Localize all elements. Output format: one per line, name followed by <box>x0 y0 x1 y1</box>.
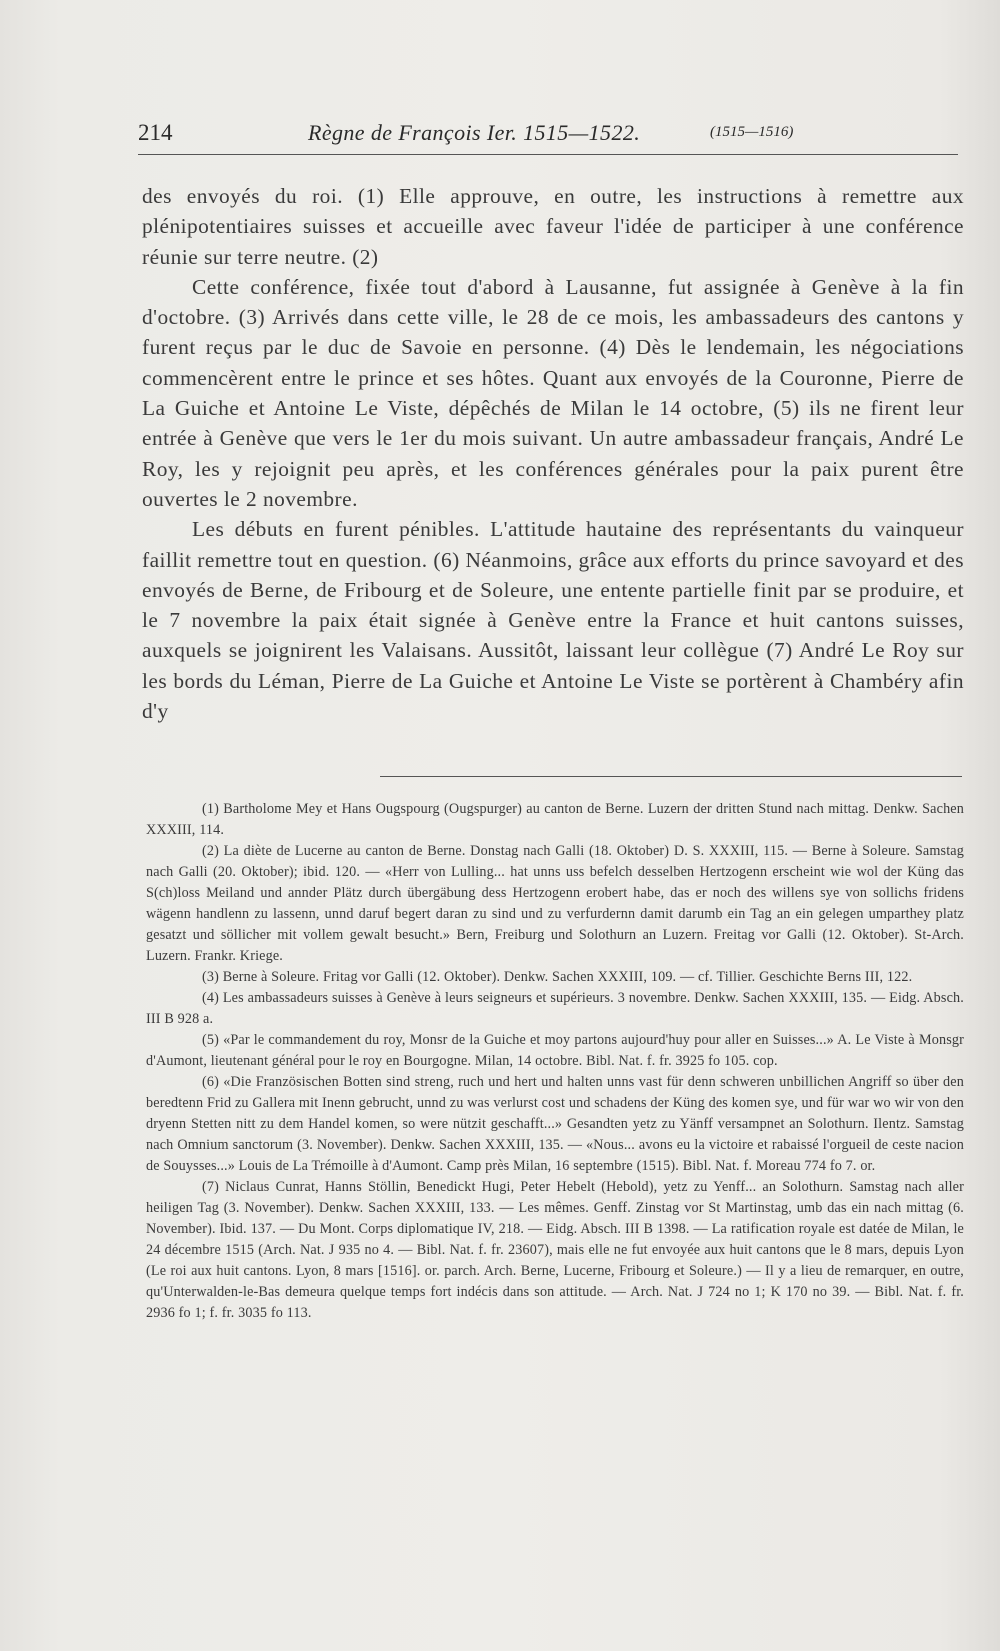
running-years: (1515—1516) <box>710 124 794 140</box>
footnote-5: (5) «Par le commandement du roy, Monsr de la Guiche et moy partons aujourd'huy pour aller en Suisses...» A. Le Viste à Monsgr d'Aumont, lieutenant général pour le roy en Bourgogne. Milan, 14 octobre. Bibl. Nat. f. fr. 3925 fo 105. cop. <box>146 1032 964 1069</box>
footnote-1: (1) Bartholome Mey et Hans Ougspourg (Ougspurger) au canton de Berne. Luzern der dritten Stund nach mittag. Denkw. Sachen XXXIII, 114. <box>146 801 964 838</box>
running-header <box>138 117 958 151</box>
footnote-2: (2) La diète de Lucerne au canton de Berne. Donstag nach Galli (18. Oktober) D. S. XXXIII, 115. — Berne à Soleure. Samstag nach Galli (20. Oktober); ibid. 120. — «Herr von Lulling... hat unns uss befelch desselben Hertzogenn erscheint wie wol der Küng das S(ch)loss Meiland und annder Plätz durch übergäbung dess Hertzogenn erobert habe, das er noch des willens sye von sollichs fridens wägenn handlenn zu lassenn, unnd daruf begert daran zu sind und zu verfurdernn damit darumb ein Tag an ein gelegen umparthey platz gesatzt und söllicher mit vollem gewalt besucht.» Bern, Freiburg und Solothurn an Luzern. Freitag vor Galli (12. Oktober). St-Arch. Luzern. Frankr. Kriege. <box>146 843 964 964</box>
page-number: 214 <box>138 120 173 145</box>
footnote-7: (7) Niclaus Cunrat, Hanns Stöllin, Benedickt Hugi, Peter Hebelt (Hebold), yetz zu Yenff... an Solothurn. Samstag nach aller heiligen Tag (3. November). Denkw. Sachen XXXIII, 133. — Les mêmes. Genff. Zinstag vor St Martinstag, umb das ein nach mittag (6. November). Ibid. 137. — Du Mont. Corps diplomatique IV, 218. — Eidg. Absch. III B 1398. — La ratification royale est datée de Milan, le 24 décembre 1515 (Arch. Nat. J 935 no 4. — Bibl. Nat. f. fr. 23607), mais elle ne fut envoyée aux huit cantons que le 8 mars, depuis Lyon (Le roi aux huit cantons. Lyon, 8 mars [1516]. or. parch. Arch. Berne, Lucerne, Fribourg et Soleure.) — Il y a lieu de remarquer, en outre, qu'Unterwalden-le-Bas demeura quelque temps fort indécis dans son attitude. — Arch. Nat. J 724 no 1; K 170 no 39. — Bibl. Nat. f. fr. 2936 fo 1; f. fr. 3035 fo 113. <box>146 1179 964 1321</box>
footnote-3: (3) Berne à Soleure. Fritag vor Galli (12. Oktober). Denkw. Sachen XXXIII, 109. — cf. Tillier. Geschichte Berns III, 122. <box>202 969 913 985</box>
paragraph: des envoyés du roi. (1) Elle approuve, en outre, les instructions à remettre aux plénipotentiaires suisses et accueille avec faveur l'idée de participer à une conférence réunie sur terre neutre. (2) <box>142 184 964 269</box>
header-rule <box>138 154 958 155</box>
paragraph: Cette conférence, fixée tout d'abord à Lausanne, fut assignée à Genève à la fin d'octobre. (3) Arrivés dans cette ville, le 28 de ce mois, les ambassadeurs des cantons y furent reçus par le duc de Savoie en personne. (4) Dès le lendemain, les négociations commencèrent entre le prince et ses hôtes. Quant aux envoyés de la Couronne, Pierre de La Guiche et Antoine Le Viste, dépêchés de Milan le 14 octobre, (5) ils ne firent leur entrée à Genève que vers le 1er du mois suivant. Un autre ambassadeur français, André Le Roy, les y rejoignit peu après, et les conférences générales pour la paix purent être ouvertes le 2 novembre. <box>142 274 964 511</box>
footnotes <box>146 799 964 1324</box>
paragraph: Les débuts en furent pénibles. L'attitude hautaine des représentants du vainqueur faillit remettre tout en question. (6) Néanmoins, grâce aux efforts du prince savoyard et des envoyés de Berne, de Fribourg et de Soleure, une entente partielle finit par se produire, et le 7 novembre la paix était signée à Genève entre la France et huit cantons suisses, auxquels se joignirent les Valaisans. Aussitôt, laissant leur collègue (7) André Le Roy sur les bords du Léman, Pierre de La Guiche et Antoine Le Viste se portèrent à Chambéry afin d'y <box>142 517 964 724</box>
footnote-rule <box>380 776 962 777</box>
main-text <box>142 181 964 726</box>
running-title: Règne de François Ier. 1515—1522. <box>308 120 641 145</box>
footnote-4: (4) Les ambassadeurs suisses à Genève à leurs seigneurs et supérieurs. 3 novembre. Denkw. Sachen XXXIII, 135. — Eidg. Absch. III B 928 a. <box>146 990 964 1027</box>
footnote-6: (6) «Die Französischen Botten sind streng, ruch und hert und halten unns vast für denn schweren unbillichen Angriff so über den beredtenn Frid zu Gallera mit Inenn gebrucht, unnd zu was verlurst cost und schadens der Küng des komen sye, und für war wo wir von den dryenn Stetten nitt zu dem Handel komen, so were nützit geschafft...» Gesandten yetz zu Yänff versampnet an Solothurn. Ilentz. Samstag nach Omnium sanctorum (3. November). Denkw. Sachen XXXIII, 135. — «Nous... avons eu la victoire et rabaissé l'orgueil de ceste nacion de Souysses...» Louis de La Trémoille à d'Aumont. Camp près Milan, 16 septembre (1515). Bibl. Nat. f. Moreau 774 fo 7. or. <box>146 1074 964 1174</box>
